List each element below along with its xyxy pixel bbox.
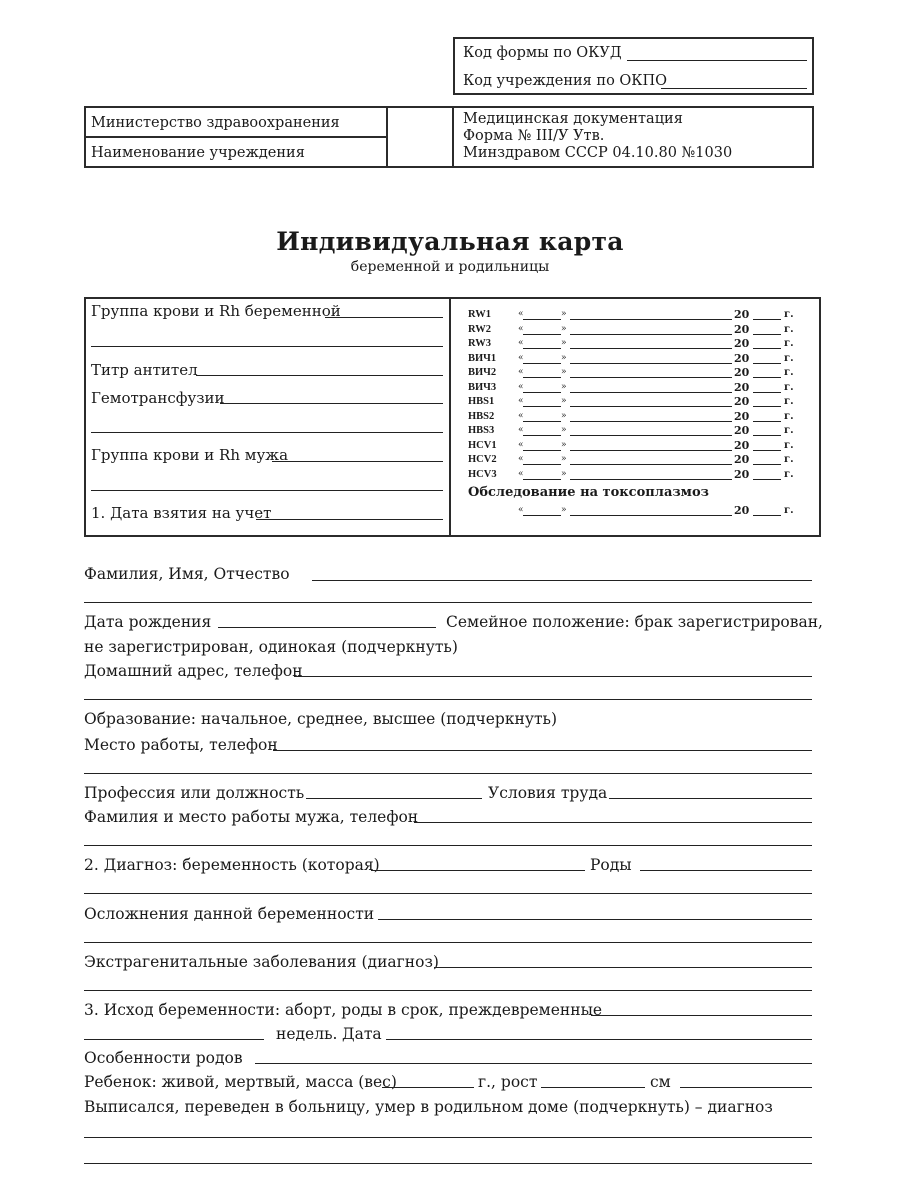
quote-close: » bbox=[561, 396, 567, 406]
discharge-label: Выписался, переведен в больницу, умер в родильном доме (подчеркнуть) – диагноз bbox=[84, 1098, 773, 1116]
institution-label: Наименование учреждения bbox=[91, 145, 305, 161]
discharge-field-2[interactable] bbox=[84, 1163, 812, 1164]
quote-open: « bbox=[518, 367, 524, 377]
quote-close: » bbox=[561, 381, 567, 392]
transfusions-field-2[interactable] bbox=[91, 432, 443, 433]
complications-field-2[interactable] bbox=[84, 942, 812, 943]
test-name: HBS2 bbox=[468, 410, 495, 422]
outcome-field[interactable] bbox=[591, 1015, 812, 1016]
year-suffix: г. bbox=[784, 505, 794, 516]
diagnosis-label: 2. Диагноз: беременность (которая) bbox=[84, 856, 380, 874]
full-name-field[interactable] bbox=[312, 580, 812, 581]
test-row bbox=[468, 396, 798, 409]
education-label: Образование: начальное, среднее, высшее (подчеркнуть) bbox=[84, 710, 558, 728]
year-suffix: г. bbox=[784, 396, 794, 407]
husband-field[interactable] bbox=[414, 822, 812, 823]
day-field[interactable] bbox=[523, 392, 561, 393]
month-field[interactable] bbox=[570, 515, 732, 516]
year-field[interactable] bbox=[753, 450, 781, 451]
quote-close: » bbox=[561, 439, 567, 450]
year-prefix: 20 bbox=[734, 351, 750, 365]
quote-open: « bbox=[518, 338, 524, 348]
child-weight-field[interactable] bbox=[382, 1087, 474, 1088]
month-field[interactable] bbox=[570, 319, 732, 320]
doc-type-line3: Минздравом СССР 04.10.80 №1030 bbox=[463, 145, 733, 161]
test-name: RW2 bbox=[468, 323, 491, 335]
test-name: HCV3 bbox=[468, 468, 497, 480]
quote-close: » bbox=[561, 425, 567, 435]
profession-label: Профессия или должность bbox=[84, 784, 305, 802]
workplace-label: Место работы, телефон bbox=[84, 736, 278, 754]
profession-field[interactable] bbox=[306, 798, 482, 799]
test-row bbox=[468, 367, 798, 380]
quote-close: » bbox=[561, 454, 567, 464]
quote-open: « bbox=[518, 309, 524, 319]
year-field[interactable] bbox=[753, 435, 781, 436]
marital-status-label: Семейное положение: брак зарегистрирован, bbox=[446, 613, 823, 631]
month-field[interactable] bbox=[570, 406, 732, 407]
year-field[interactable] bbox=[753, 348, 781, 349]
antibody-titer-label: Титр антител bbox=[91, 361, 198, 379]
day-field[interactable] bbox=[523, 319, 561, 320]
test-row bbox=[468, 353, 798, 366]
quote-open: « bbox=[518, 468, 524, 479]
page-subtitle: беременной и родильницы bbox=[350, 259, 550, 275]
births-field[interactable] bbox=[640, 870, 812, 871]
day-field[interactable] bbox=[523, 421, 561, 422]
day-field[interactable] bbox=[523, 464, 561, 465]
month-field[interactable] bbox=[570, 377, 732, 378]
home-address-field-2[interactable] bbox=[84, 699, 812, 700]
month-field[interactable] bbox=[570, 479, 732, 480]
day-field[interactable] bbox=[523, 348, 561, 349]
quote-open: « bbox=[518, 352, 524, 363]
quote-close: » bbox=[561, 323, 567, 334]
year-prefix: 20 bbox=[734, 453, 750, 466]
husband-label: Фамилия и место работы мужа, телефон bbox=[84, 808, 419, 826]
child-extra-field[interactable] bbox=[680, 1087, 812, 1088]
test-name: ВИЧ3 bbox=[468, 381, 497, 393]
day-field[interactable] bbox=[523, 377, 561, 378]
quote-open: « bbox=[518, 454, 524, 464]
year-field[interactable] bbox=[753, 392, 781, 393]
quote-close: » bbox=[561, 468, 567, 479]
child-height-field[interactable] bbox=[541, 1087, 645, 1088]
child-label: Ребенок: живой, мертвый, масса (вес) bbox=[84, 1073, 397, 1091]
blood-group-pregnant-field-2[interactable] bbox=[91, 346, 443, 347]
toxoplasmosis-label: Обследование на токсоплазмоз bbox=[468, 485, 709, 500]
weeks-field[interactable] bbox=[84, 1039, 264, 1040]
year-prefix: 20 bbox=[734, 308, 750, 321]
day-field[interactable] bbox=[523, 435, 561, 436]
extragenital-label: Экстрагенитальные заболевания (диагноз) bbox=[84, 953, 439, 971]
okud-label: Код формы по ОКУД bbox=[463, 45, 622, 61]
test-row bbox=[468, 440, 798, 453]
year-prefix: 20 bbox=[734, 424, 750, 437]
year-suffix: г. bbox=[784, 410, 794, 422]
transfusions-field[interactable] bbox=[220, 403, 443, 404]
marital-status-cont: не зарегистрирован, одинокая (подчеркнуть) bbox=[84, 638, 458, 656]
quote-close: » bbox=[561, 338, 567, 348]
year-prefix: 20 bbox=[734, 504, 750, 517]
blood-group-husband-label: Группа крови и Rh мужа bbox=[91, 446, 289, 464]
date-field[interactable] bbox=[386, 1039, 812, 1040]
quote-open: « bbox=[518, 425, 524, 435]
panel-divider bbox=[449, 297, 451, 537]
quote-close: » bbox=[561, 352, 567, 363]
year-suffix: г. bbox=[784, 367, 794, 378]
quote-close: » bbox=[561, 505, 567, 515]
work-conditions-label: Условия труда bbox=[488, 784, 608, 802]
month-field[interactable] bbox=[570, 348, 732, 349]
header-divider-v2 bbox=[452, 106, 454, 168]
workplace-field[interactable] bbox=[273, 750, 812, 751]
transfusions-label: Гемотрансфузии bbox=[91, 389, 225, 407]
day-field[interactable] bbox=[523, 363, 561, 364]
antibody-titer-field[interactable] bbox=[196, 375, 443, 376]
quote-open: « bbox=[518, 381, 524, 392]
year-field[interactable] bbox=[753, 363, 781, 364]
home-address-field[interactable] bbox=[294, 676, 812, 677]
work-conditions-field[interactable] bbox=[609, 798, 812, 799]
year-field[interactable] bbox=[753, 464, 781, 465]
complications-label: Осложнения данной беременности bbox=[84, 905, 375, 923]
test-row bbox=[468, 469, 798, 482]
toxoplasmosis-row bbox=[468, 505, 798, 518]
year-suffix: г. bbox=[784, 425, 794, 436]
year-suffix: г. bbox=[784, 468, 794, 480]
births-label: Роды bbox=[590, 856, 632, 874]
test-row bbox=[468, 324, 798, 337]
year-prefix: 20 bbox=[734, 409, 750, 423]
day-field[interactable] bbox=[523, 406, 561, 407]
grams-label: г., рост bbox=[478, 1073, 538, 1091]
year-field[interactable] bbox=[753, 377, 781, 378]
month-field[interactable] bbox=[570, 435, 732, 436]
registration-date-label: 1. Дата взятия на учет bbox=[91, 504, 272, 522]
month-field[interactable] bbox=[570, 421, 732, 422]
quote-close: » bbox=[561, 367, 567, 377]
month-field[interactable] bbox=[570, 450, 732, 451]
birth-date-label: Дата рождения bbox=[84, 613, 212, 631]
test-name: HCV1 bbox=[468, 439, 497, 451]
year-field[interactable] bbox=[753, 515, 781, 516]
cm-label: см bbox=[650, 1073, 671, 1091]
date-label: Дата bbox=[342, 1025, 382, 1043]
blood-group-pregnant-label: Группа крови и Rh беременной bbox=[91, 302, 341, 320]
month-field[interactable] bbox=[570, 464, 732, 465]
full-name-label: Фамилия, Имя, Отчество bbox=[84, 565, 290, 583]
month-field[interactable] bbox=[570, 392, 732, 393]
test-name: ВИЧ2 bbox=[468, 367, 497, 378]
test-row bbox=[468, 309, 798, 322]
outcome-label: 3. Исход беременности: аборт, роды в срок, преждевременные bbox=[84, 1001, 603, 1019]
doc-type-line1: Медицинская документация bbox=[463, 111, 683, 127]
birth-features-label: Особенности родов bbox=[84, 1049, 243, 1067]
weeks-label: недель. bbox=[276, 1025, 338, 1043]
full-name-field-2[interactable] bbox=[84, 602, 812, 603]
year-suffix: г. bbox=[784, 323, 794, 335]
test-name: RW3 bbox=[468, 338, 491, 349]
birth-date-field[interactable] bbox=[218, 627, 436, 628]
blood-group-husband-field-2[interactable] bbox=[91, 490, 443, 491]
test-name: HCV2 bbox=[468, 454, 497, 465]
quote-open: « bbox=[518, 505, 524, 515]
year-field[interactable] bbox=[753, 319, 781, 320]
test-name: HBS3 bbox=[468, 425, 495, 436]
diagnosis-field-2[interactable] bbox=[84, 893, 812, 894]
year-prefix: 20 bbox=[734, 395, 750, 408]
okpo-label: Код учреждения по ОКПО bbox=[463, 73, 668, 89]
diagnosis-field[interactable] bbox=[371, 870, 585, 871]
birth-features-field[interactable] bbox=[255, 1063, 812, 1064]
year-prefix: 20 bbox=[734, 380, 750, 394]
registration-date-field[interactable] bbox=[256, 519, 443, 520]
year-suffix: г. bbox=[784, 454, 794, 465]
test-row bbox=[468, 382, 798, 395]
test-row bbox=[468, 338, 798, 351]
ministry-label: Министерство здравоохранения bbox=[91, 115, 340, 131]
year-field[interactable] bbox=[753, 421, 781, 422]
quote-open: « bbox=[518, 396, 524, 406]
year-suffix: г. bbox=[784, 381, 794, 393]
blood-group-pregnant-field[interactable] bbox=[325, 317, 443, 318]
day-field[interactable] bbox=[523, 479, 561, 480]
extragenital-field[interactable] bbox=[434, 967, 812, 968]
test-row bbox=[468, 425, 798, 438]
year-prefix: 20 bbox=[734, 322, 750, 336]
test-name: HBS1 bbox=[468, 396, 495, 407]
husband-field-2[interactable] bbox=[84, 845, 812, 846]
test-row bbox=[468, 411, 798, 424]
year-prefix: 20 bbox=[734, 438, 750, 452]
extragenital-field-2[interactable] bbox=[84, 990, 812, 991]
month-field[interactable] bbox=[570, 334, 732, 335]
complications-field[interactable] bbox=[378, 919, 812, 920]
quote-open: « bbox=[518, 439, 524, 450]
year-suffix: г. bbox=[784, 338, 794, 349]
home-address-label: Домашний адрес, телефон bbox=[84, 662, 303, 680]
day-field[interactable] bbox=[523, 334, 561, 335]
doc-type-line2: Форма № III/У Утв. bbox=[463, 128, 605, 144]
year-field[interactable] bbox=[753, 406, 781, 407]
year-suffix: г. bbox=[784, 439, 794, 451]
discharge-field-1[interactable] bbox=[84, 1137, 812, 1138]
page-title: Индивидуальная карта bbox=[276, 227, 624, 256]
test-name: ВИЧ1 bbox=[468, 352, 497, 364]
workplace-field-2[interactable] bbox=[84, 773, 812, 774]
okpo-field[interactable] bbox=[661, 88, 807, 89]
month-field[interactable] bbox=[570, 363, 732, 364]
blood-group-husband-field[interactable] bbox=[272, 461, 443, 462]
year-prefix: 20 bbox=[734, 467, 750, 481]
test-row bbox=[468, 454, 798, 467]
year-suffix: г. bbox=[784, 309, 794, 320]
year-field[interactable] bbox=[753, 334, 781, 335]
day-field[interactable] bbox=[523, 450, 561, 451]
quote-open: « bbox=[518, 410, 524, 421]
year-field[interactable] bbox=[753, 479, 781, 480]
okud-field[interactable] bbox=[627, 60, 807, 61]
header-divider-h bbox=[84, 136, 387, 138]
year-prefix: 20 bbox=[734, 366, 750, 379]
year-prefix: 20 bbox=[734, 337, 750, 350]
quote-close: » bbox=[561, 410, 567, 421]
test-name: RW1 bbox=[468, 309, 491, 320]
day-field[interactable] bbox=[523, 515, 561, 516]
year-suffix: г. bbox=[784, 352, 794, 364]
quote-close: » bbox=[561, 309, 567, 319]
quote-open: « bbox=[518, 323, 524, 334]
